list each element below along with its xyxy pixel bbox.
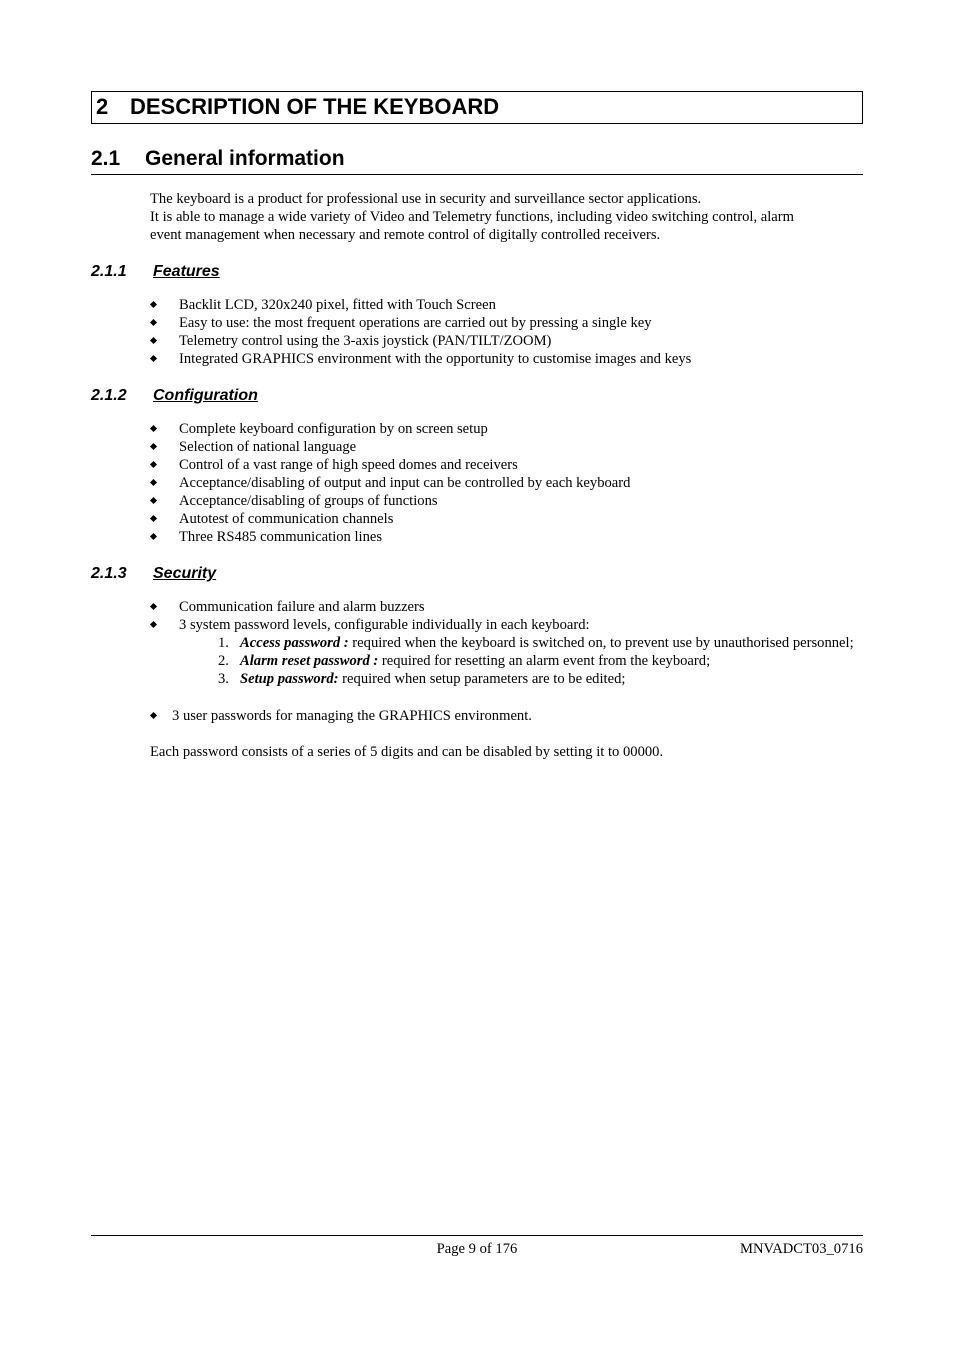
- list-item: [150, 616, 590, 634]
- configuration-title: Configuration: [153, 387, 258, 404]
- features-heading: [91, 262, 220, 282]
- item-number: 3.: [218, 671, 229, 687]
- diamond-bullet-icon: [150, 621, 157, 628]
- user-passwords-item: [150, 707, 532, 725]
- security-list: [150, 598, 590, 634]
- configuration-number: 2.1.2: [91, 387, 127, 404]
- diamond-bullet-icon: [150, 461, 157, 468]
- features-number: 2.1.1: [91, 263, 127, 280]
- configuration-heading: [91, 386, 258, 406]
- list-item: [150, 598, 590, 616]
- document-code: MNVADCT03_0716: [740, 1241, 863, 1257]
- page-number: Page 9 of 176: [436, 1241, 518, 1257]
- list-item-text: Autotest of communication channels: [179, 511, 394, 527]
- diamond-bullet-icon: [150, 533, 157, 540]
- password-level-item: [218, 652, 868, 670]
- footer-divider: [91, 1235, 863, 1236]
- diamond-bullet-icon: [150, 301, 157, 308]
- list-item: [150, 492, 630, 510]
- list-item-text: Backlit LCD, 320x240 pixel, fitted with Touch Screen: [179, 297, 496, 313]
- diamond-bullet-icon: [150, 497, 157, 504]
- password-description: required when the keyboard is switched on, to prevent use by unauthorised personnel;: [348, 635, 854, 651]
- chapter-heading-box: [91, 91, 863, 124]
- chapter-title-text: DESCRIPTION OF THE KEYBOARD: [130, 94, 500, 119]
- password-level-item: [218, 634, 868, 652]
- list-item: [150, 314, 691, 332]
- diamond-bullet-icon: [150, 443, 157, 450]
- security-title: Security: [153, 565, 217, 582]
- password-term: Setup password:: [240, 671, 339, 687]
- password-note: Each password consists of a series of 5 digits and can be disabled by setting it to 00000.: [150, 744, 664, 760]
- list-item: [150, 296, 691, 314]
- chapter-number: 2: [96, 94, 109, 119]
- list-item-text: Communication failure and alarm buzzers: [179, 599, 425, 615]
- list-item-text: Integrated GRAPHICS environment with the opportunity to customise images and keys: [179, 351, 692, 367]
- list-item: [150, 474, 630, 492]
- intro-line-1: The keyboard is a product for professional use in security and surveillance sector applications.: [150, 191, 702, 207]
- password-level-item: [218, 670, 868, 688]
- section-number: 2.1: [91, 147, 121, 170]
- diamond-bullet-icon: [150, 479, 157, 486]
- configuration-list: [150, 420, 630, 546]
- diamond-bullet-icon: [150, 425, 157, 432]
- diamond-bullet-icon: [150, 337, 157, 344]
- security-heading: [91, 564, 216, 584]
- list-item-text: 3 user passwords for managing the GRAPHICS environment.: [172, 708, 532, 724]
- chapter-title: [96, 94, 499, 120]
- password-term: Access password :: [240, 635, 349, 651]
- list-item-text: 3 system password levels, configurable individually in each keyboard:: [179, 617, 590, 633]
- password-levels-list: [218, 634, 868, 688]
- diamond-bullet-icon: [150, 515, 157, 522]
- section-title-text: General information: [145, 147, 345, 170]
- list-item-text: Three RS485 communication lines: [179, 529, 383, 545]
- diamond-bullet-icon: [150, 355, 157, 362]
- security-number: 2.1.3: [91, 565, 127, 582]
- item-number: 2.: [218, 653, 229, 669]
- list-item: [150, 350, 691, 368]
- list-item: [150, 528, 630, 546]
- features-title: Features: [153, 263, 220, 280]
- list-item-text: Acceptance/disabling of groups of functions: [179, 493, 438, 509]
- password-term: Alarm reset password :: [240, 653, 379, 669]
- list-item-text: Telemetry control using the 3-axis joystick (PAN/TILT/ZOOM): [179, 333, 552, 349]
- section-title: [91, 146, 863, 175]
- intro-line-2: It is able to manage a wide variety of Video and Telemetry functions, including video switching control, alarm: [150, 209, 794, 225]
- list-item-text: Selection of national language: [179, 439, 357, 455]
- diamond-bullet-icon: [150, 603, 157, 610]
- list-item-text: Control of a vast range of high speed domes and receivers: [179, 457, 518, 473]
- list-item: [150, 438, 630, 456]
- password-description: required for resetting an alarm event from the keyboard;: [378, 653, 711, 669]
- features-list: [150, 296, 691, 368]
- password-description: required when setup parameters are to be edited;: [338, 671, 626, 687]
- list-item: [150, 456, 630, 474]
- list-item: [150, 332, 691, 350]
- diamond-bullet-icon: [150, 319, 157, 326]
- list-item-text: Acceptance/disabling of output and input can be controlled by each keyboard: [179, 475, 631, 491]
- list-item: [150, 510, 630, 528]
- intro-line-3: event management when necessary and remote control of digitally controlled receivers.: [150, 227, 661, 243]
- list-item-text: Easy to use: the most frequent operations are carried out by pressing a single key: [179, 315, 652, 331]
- list-item: [150, 420, 630, 438]
- item-number: 1.: [218, 635, 229, 651]
- list-item-text: Complete keyboard configuration by on screen setup: [179, 421, 488, 437]
- diamond-bullet-icon: [150, 712, 157, 719]
